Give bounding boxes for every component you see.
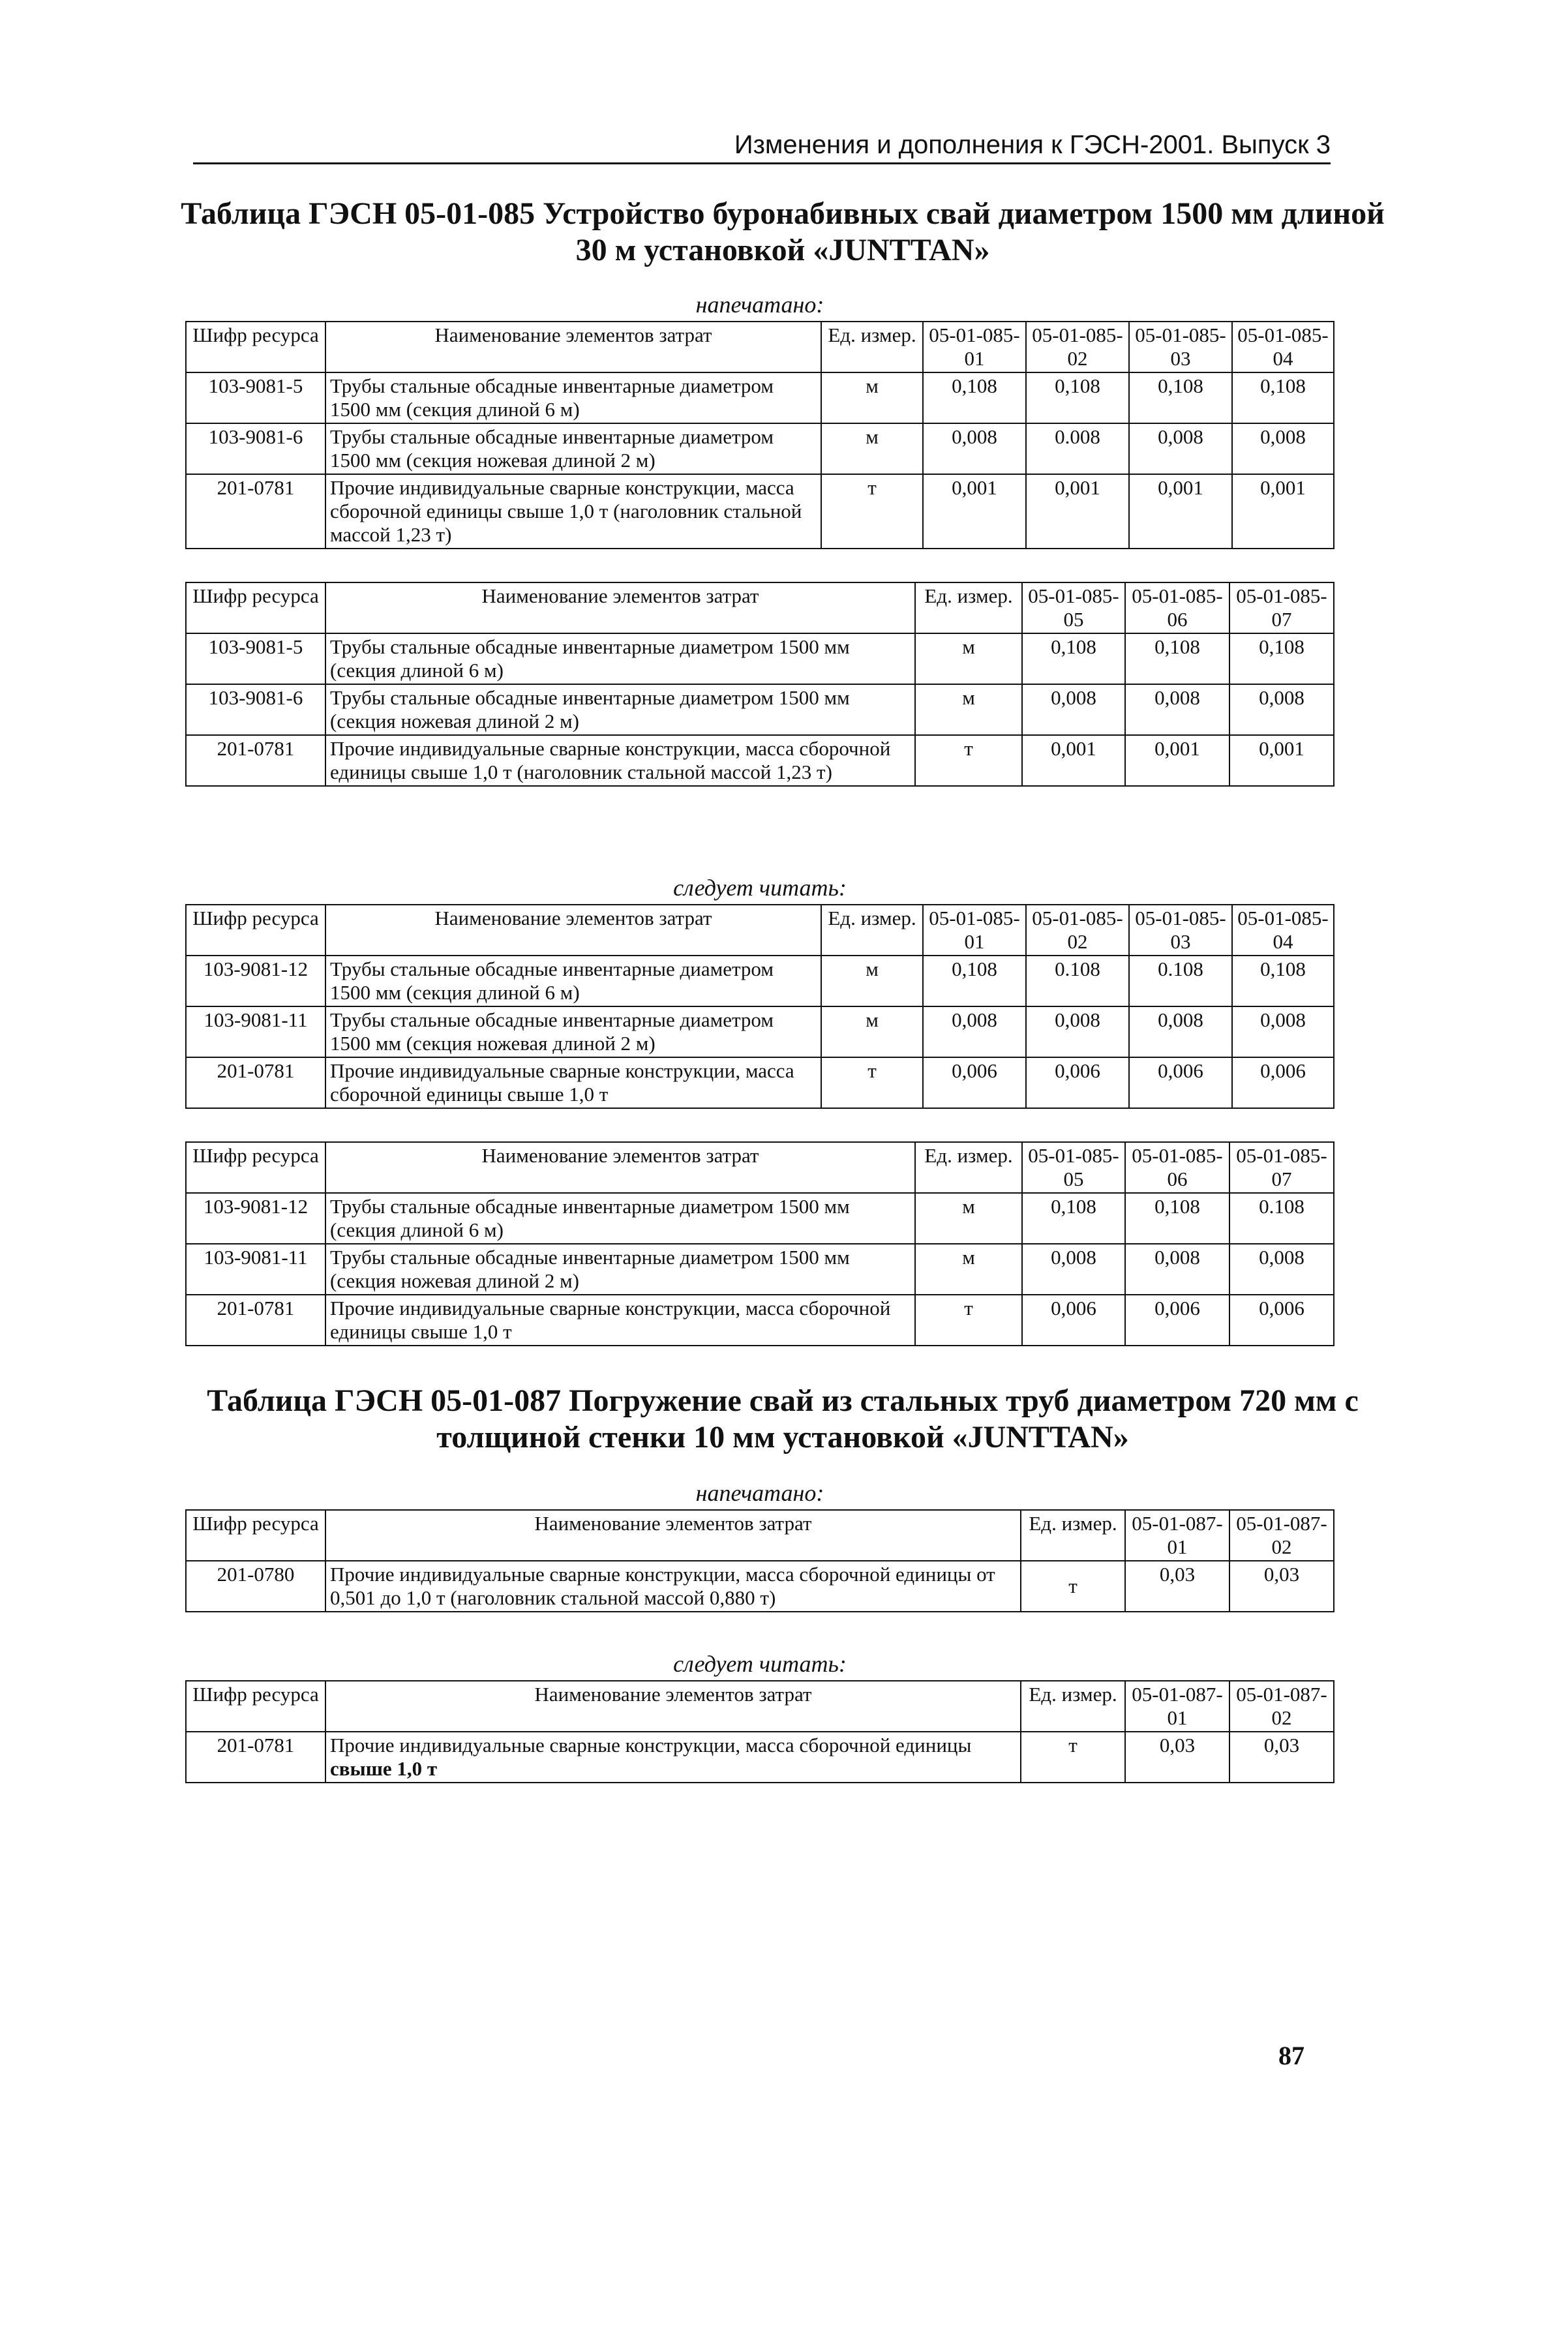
col-norm-header: 05-01-085-03 xyxy=(1129,905,1232,956)
value-cell: 0,03 xyxy=(1125,1732,1229,1783)
value-cell: 0,008 xyxy=(923,1006,1026,1057)
table-header-row xyxy=(186,905,1334,956)
value-cell: 0,006 xyxy=(1125,1295,1229,1346)
read-caption-087: следует читать: xyxy=(673,1651,847,1677)
value-cell: 0,008 xyxy=(1022,1244,1125,1295)
value-cell: 0,108 xyxy=(1129,372,1232,423)
col-code-header: Шифр ресурса xyxy=(186,1142,325,1193)
value-cell: 0,008 xyxy=(923,423,1026,474)
value-cell: 0,108 xyxy=(1022,633,1125,684)
col-norm-header: 05-01-085-05 xyxy=(1022,582,1125,633)
value-cell: 0.108 xyxy=(1129,956,1232,1006)
table-085-read-b xyxy=(185,1141,1334,1346)
value-cell: 0,008 xyxy=(1229,1244,1334,1295)
resource-name: Трубы стальные обсадные инвентарные диаметром 1500 мм (секция длиной 6 м) xyxy=(325,956,821,1006)
value-cell: 0,001 xyxy=(1026,474,1129,549)
col-name-header: Наименование элементов затрат xyxy=(325,1142,915,1193)
col-unit-header: Ед. измер. xyxy=(821,322,923,372)
value-cell: 0,108 xyxy=(1229,633,1334,684)
running-header: Изменения и дополнения к ГЭСН-2001. Выпуск 3 xyxy=(193,130,1331,164)
resource-name: Прочие индивидуальные сварные конструкции, масса сборочной единицы от 0,501 до 1,0 т (наголовник стальной массой 0,880 т) xyxy=(325,1561,1021,1612)
resource-code: 103-9081-11 xyxy=(186,1244,325,1295)
table-087-read xyxy=(185,1680,1334,1783)
value-cell: 0,008 xyxy=(1125,684,1229,735)
table-row xyxy=(186,1295,1334,1346)
unit-cell: м xyxy=(821,372,923,423)
value-cell: 0,108 xyxy=(923,956,1026,1006)
value-cell: 0,008 xyxy=(1026,1006,1129,1057)
resource-code: 201-0781 xyxy=(186,1057,325,1108)
col-code-header: Шифр ресурса xyxy=(186,905,325,956)
value-cell: 0,006 xyxy=(1129,1057,1232,1108)
col-norm-header: 05-01-085-07 xyxy=(1229,1142,1334,1193)
resource-name-emphasis: свыше 1,0 т xyxy=(330,1757,438,1780)
table-085-read-a xyxy=(185,904,1334,1109)
col-name-header: Наименование элементов затрат xyxy=(325,1681,1021,1732)
value-cell: 0,108 xyxy=(1125,633,1229,684)
value-cell: 0,108 xyxy=(1125,1193,1229,1244)
col-norm-header: 05-01-085-02 xyxy=(1026,322,1129,372)
unit-cell: т xyxy=(915,1295,1022,1346)
resource-code: 103-9081-6 xyxy=(186,684,325,735)
table-087-title-line1: Таблица ГЭСН 05-01-087 Погружение свай из стальных труб диаметром 720 мм с xyxy=(207,1383,1359,1418)
col-code-header: Шифр ресурса xyxy=(186,1681,325,1732)
table-row xyxy=(186,423,1334,474)
value-cell: 0,008 xyxy=(1229,684,1334,735)
resource-name: Прочие индивидуальные сварные конструкции, масса сборочной единицы свыше 1,0 т (наголовник стальной массой 1,23 т) xyxy=(325,474,821,549)
col-name-header: Наименование элементов затрат xyxy=(325,905,821,956)
unit-cell: м xyxy=(915,633,1022,684)
unit-cell: т xyxy=(915,735,1022,786)
value-cell: 0,008 xyxy=(1022,684,1125,735)
printed-caption-087: напечатано: xyxy=(695,1480,824,1506)
col-norm-header: 05-01-085-06 xyxy=(1125,1142,1229,1193)
resource-name: Трубы стальные обсадные инвентарные диаметром 1500 мм (секция длиной 6 м) xyxy=(325,633,915,684)
col-name-header: Наименование элементов затрат xyxy=(325,1510,1021,1561)
resource-name: Трубы стальные обсадные инвентарные диаметром 1500 мм (секция ножевая длиной 2 м) xyxy=(325,1006,821,1057)
col-norm-header: 05-01-085-05 xyxy=(1022,1142,1125,1193)
table-row xyxy=(186,372,1334,423)
table-085-title xyxy=(170,196,1396,269)
col-norm-header: 05-01-087-01 xyxy=(1125,1681,1229,1732)
col-norm-header: 05-01-085-04 xyxy=(1232,905,1334,956)
resource-name: Трубы стальные обсадные инвентарные диаметром 1500 мм (секция ножевая длиной 2 м) xyxy=(325,1244,915,1295)
table-085-printed-a xyxy=(185,321,1334,549)
table-row xyxy=(186,735,1334,786)
resource-name: Прочие индивидуальные сварные конструкции, масса сборочной единицы свыше 1,0 т xyxy=(325,1295,915,1346)
value-cell: 0.108 xyxy=(1229,1193,1334,1244)
col-code-header: Шифр ресурса xyxy=(186,582,325,633)
col-norm-header: 05-01-087-02 xyxy=(1229,1510,1334,1561)
table-row xyxy=(186,1732,1334,1783)
value-cell: 0,001 xyxy=(1022,735,1125,786)
value-cell: 0,006 xyxy=(1232,1057,1334,1108)
col-name-header: Наименование элементов затрат xyxy=(325,322,821,372)
value-cell: 0,006 xyxy=(1026,1057,1129,1108)
unit-cell: м xyxy=(821,1006,923,1057)
value-cell: 0,008 xyxy=(1232,423,1334,474)
resource-name: Трубы стальные обсадные инвентарные диаметром 1500 мм (секция длиной 6 м) xyxy=(325,372,821,423)
resource-name-text: Прочие индивидуальные сварные конструкции, масса сборочной единицы xyxy=(330,1734,972,1757)
col-unit-header: Ед. измер. xyxy=(915,1142,1022,1193)
table-row xyxy=(186,633,1334,684)
value-cell: 0,108 xyxy=(923,372,1026,423)
col-unit-header: Ед. измер. xyxy=(821,905,923,956)
resource-code: 201-0781 xyxy=(186,474,325,549)
col-norm-header: 05-01-085-06 xyxy=(1125,582,1229,633)
value-cell: 0,001 xyxy=(1232,474,1334,549)
table-085-printed-b xyxy=(185,582,1334,787)
unit-cell: т xyxy=(1021,1561,1125,1612)
unit-cell: м xyxy=(915,1244,1022,1295)
unit-cell: м xyxy=(821,956,923,1006)
value-cell: 0,108 xyxy=(1232,956,1334,1006)
resource-code: 201-0780 xyxy=(186,1561,325,1612)
col-code-header: Шифр ресурса xyxy=(186,1510,325,1561)
value-cell: 0,03 xyxy=(1229,1561,1334,1612)
table-row xyxy=(186,956,1334,1006)
value-cell: 0,108 xyxy=(1022,1193,1125,1244)
resource-name: Трубы стальные обсадные инвентарные диаметром 1500 мм (секция ножевая длиной 2 м) xyxy=(325,423,821,474)
col-code-header: Шифр ресурса xyxy=(186,322,325,372)
table-header-row xyxy=(186,1681,1334,1732)
col-norm-header: 05-01-085-01 xyxy=(923,322,1026,372)
resource-code: 103-9081-5 xyxy=(186,633,325,684)
resource-code: 103-9081-5 xyxy=(186,372,325,423)
value-cell: 0,008 xyxy=(1125,1244,1229,1295)
value-cell: 0.108 xyxy=(1026,956,1129,1006)
table-row xyxy=(186,684,1334,735)
col-norm-header: 05-01-085-03 xyxy=(1129,322,1232,372)
table-row xyxy=(186,1057,1334,1108)
resource-code: 201-0781 xyxy=(186,735,325,786)
table-085-title-line1: Таблица ГЭСН 05-01-085 Устройство буронабивных свай диаметром 1500 мм длиной xyxy=(181,196,1385,231)
col-norm-header: 05-01-085-07 xyxy=(1229,582,1334,633)
value-cell: 0,006 xyxy=(923,1057,1026,1108)
table-row xyxy=(186,1244,1334,1295)
col-norm-header: 05-01-087-01 xyxy=(1125,1510,1229,1561)
table-header-row xyxy=(186,1142,1334,1193)
resource-name: Прочие индивидуальные сварные конструкции, масса сборочной единицы свыше 1,0 т xyxy=(325,1057,821,1108)
col-norm-header: 05-01-085-01 xyxy=(923,905,1026,956)
read-caption-085: следует читать: xyxy=(673,875,847,901)
unit-cell: т xyxy=(821,474,923,549)
resource-name: Трубы стальные обсадные инвентарные диаметром 1500 мм (секция длиной 6 м) xyxy=(325,1193,915,1244)
resource-code: 103-9081-12 xyxy=(186,956,325,1006)
table-row xyxy=(186,1006,1334,1057)
table-row xyxy=(186,1561,1334,1612)
unit-cell: м xyxy=(915,1193,1022,1244)
value-cell: 0,108 xyxy=(1026,372,1129,423)
col-unit-header: Ед. измер. xyxy=(1021,1510,1125,1561)
value-cell: 0,006 xyxy=(1229,1295,1334,1346)
resource-code: 201-0781 xyxy=(186,1295,325,1346)
value-cell: 0,001 xyxy=(1229,735,1334,786)
value-cell: 0,001 xyxy=(1125,735,1229,786)
value-cell: 0,008 xyxy=(1129,423,1232,474)
table-header-row xyxy=(186,582,1334,633)
col-norm-header: 05-01-085-02 xyxy=(1026,905,1129,956)
value-cell: 0,108 xyxy=(1232,372,1334,423)
resource-name: Прочие индивидуальные сварные конструкции, масса сборочной единицы свыше 1,0 т (наголовник стальной массой 1,23 т) xyxy=(325,735,915,786)
resource-name: Трубы стальные обсадные инвентарные диаметром 1500 мм (секция ножевая длиной 2 м) xyxy=(325,684,915,735)
col-norm-header: 05-01-085-04 xyxy=(1232,322,1334,372)
table-row xyxy=(186,474,1334,549)
unit-cell: т xyxy=(1021,1732,1125,1783)
page-number: 87 xyxy=(1278,2041,1304,2070)
table-087-printed xyxy=(185,1509,1334,1612)
value-cell: 0,03 xyxy=(1125,1561,1229,1612)
unit-cell: м xyxy=(821,423,923,474)
unit-cell: м xyxy=(915,684,1022,735)
printed-caption-085: напечатано: xyxy=(695,292,824,318)
table-row xyxy=(186,1193,1334,1244)
table-087-title-line2: толщиной стенки 10 мм установкой «JUNTTAN» xyxy=(436,1420,1129,1455)
value-cell: 0,008 xyxy=(1232,1006,1334,1057)
table-header-row xyxy=(186,1510,1334,1561)
col-norm-header: 05-01-087-02 xyxy=(1229,1681,1334,1732)
value-cell: 0,001 xyxy=(923,474,1026,549)
col-unit-header: Ед. измер. xyxy=(915,582,1022,633)
table-085-title-line2: 30 м установкой «JUNTTAN» xyxy=(575,233,990,267)
value-cell: 0.008 xyxy=(1026,423,1129,474)
col-unit-header: Ед. измер. xyxy=(1021,1681,1125,1732)
resource-code: 201-0781 xyxy=(186,1732,325,1783)
value-cell: 0,006 xyxy=(1022,1295,1125,1346)
value-cell: 0,008 xyxy=(1129,1006,1232,1057)
resource-name xyxy=(325,1732,1021,1783)
table-header-row xyxy=(186,322,1334,372)
resource-code: 103-9081-6 xyxy=(186,423,325,474)
col-name-header: Наименование элементов затрат xyxy=(325,582,915,633)
resource-code: 103-9081-11 xyxy=(186,1006,325,1057)
resource-code: 103-9081-12 xyxy=(186,1193,325,1244)
table-087-title xyxy=(170,1383,1396,1456)
value-cell: 0,03 xyxy=(1229,1732,1334,1783)
value-cell: 0,001 xyxy=(1129,474,1232,549)
unit-cell: т xyxy=(821,1057,923,1108)
